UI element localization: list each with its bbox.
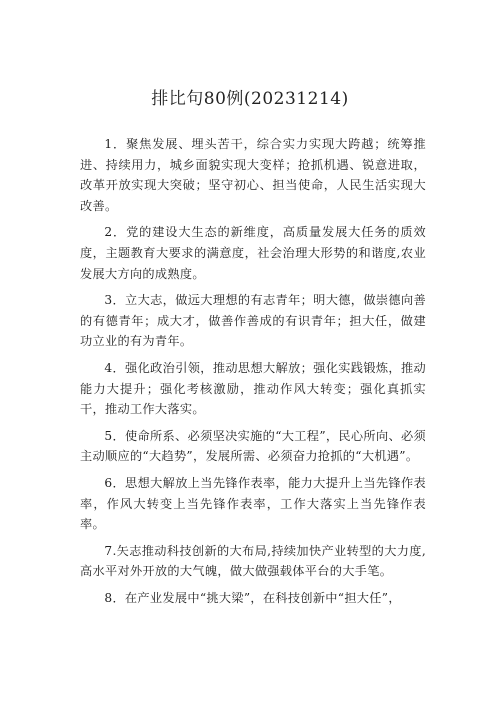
paragraph-6: 6．思想大解放上当先锋作表率，能力大提升上当先锋作表率，作风大转变上当先锋作表率，工作大落实上当先锋作表率。 (80, 475, 426, 532)
paragraph-1: 1．聚焦发展、埋头苦干，综合实力实现大跨越；统筹推进、持续用力，城乡面貌实现大变样；抢抓机遇、锐意进取，改革开放实现大突破；坚守初心、担当使命，人民生活实现大改善。 (80, 137, 426, 213)
document-title: 排比句80例(20231214) (151, 89, 349, 109)
document-body (80, 134, 426, 614)
paragraph-4: 4．强化政治引领，推动思想大解放；强化实践锻炼，推动能力大提升；强化考核激励，推动作风大转变；强化真抓实干，推动工作大落实。 (80, 360, 426, 417)
paragraph-7: 7.矢志推动科技创新的大布局,持续加快产业转型的大力度,高水平对外开放的大气魄，做大做强载体平台的大手笔。 (80, 543, 426, 579)
paragraph-2: 2．党的建设大生态的新维度，高质量发展大任务的质效度，主题教育大要求的满意度，社会治理大形势的和谐度,农业发展大方向的成熟度。 (80, 225, 426, 281)
paragraph-3: 3．立大志，做远大理想的有志青年；明大德，做崇德向善的有德青年；成大才，做善作善成的有识青年；担大任，做建功立业的有为青年。 (80, 293, 426, 349)
paragraph-8: 8．在产业发展中“挑大梁”，在科技创新中“担大任”， (104, 590, 401, 605)
paragraph-5: 5．使命所系、必须坚决实施的“大工程”，民心所向、必须主动顺应的“大趋势”，发展所需、必须奋力抢抓的“大机遇”。 (80, 428, 426, 464)
